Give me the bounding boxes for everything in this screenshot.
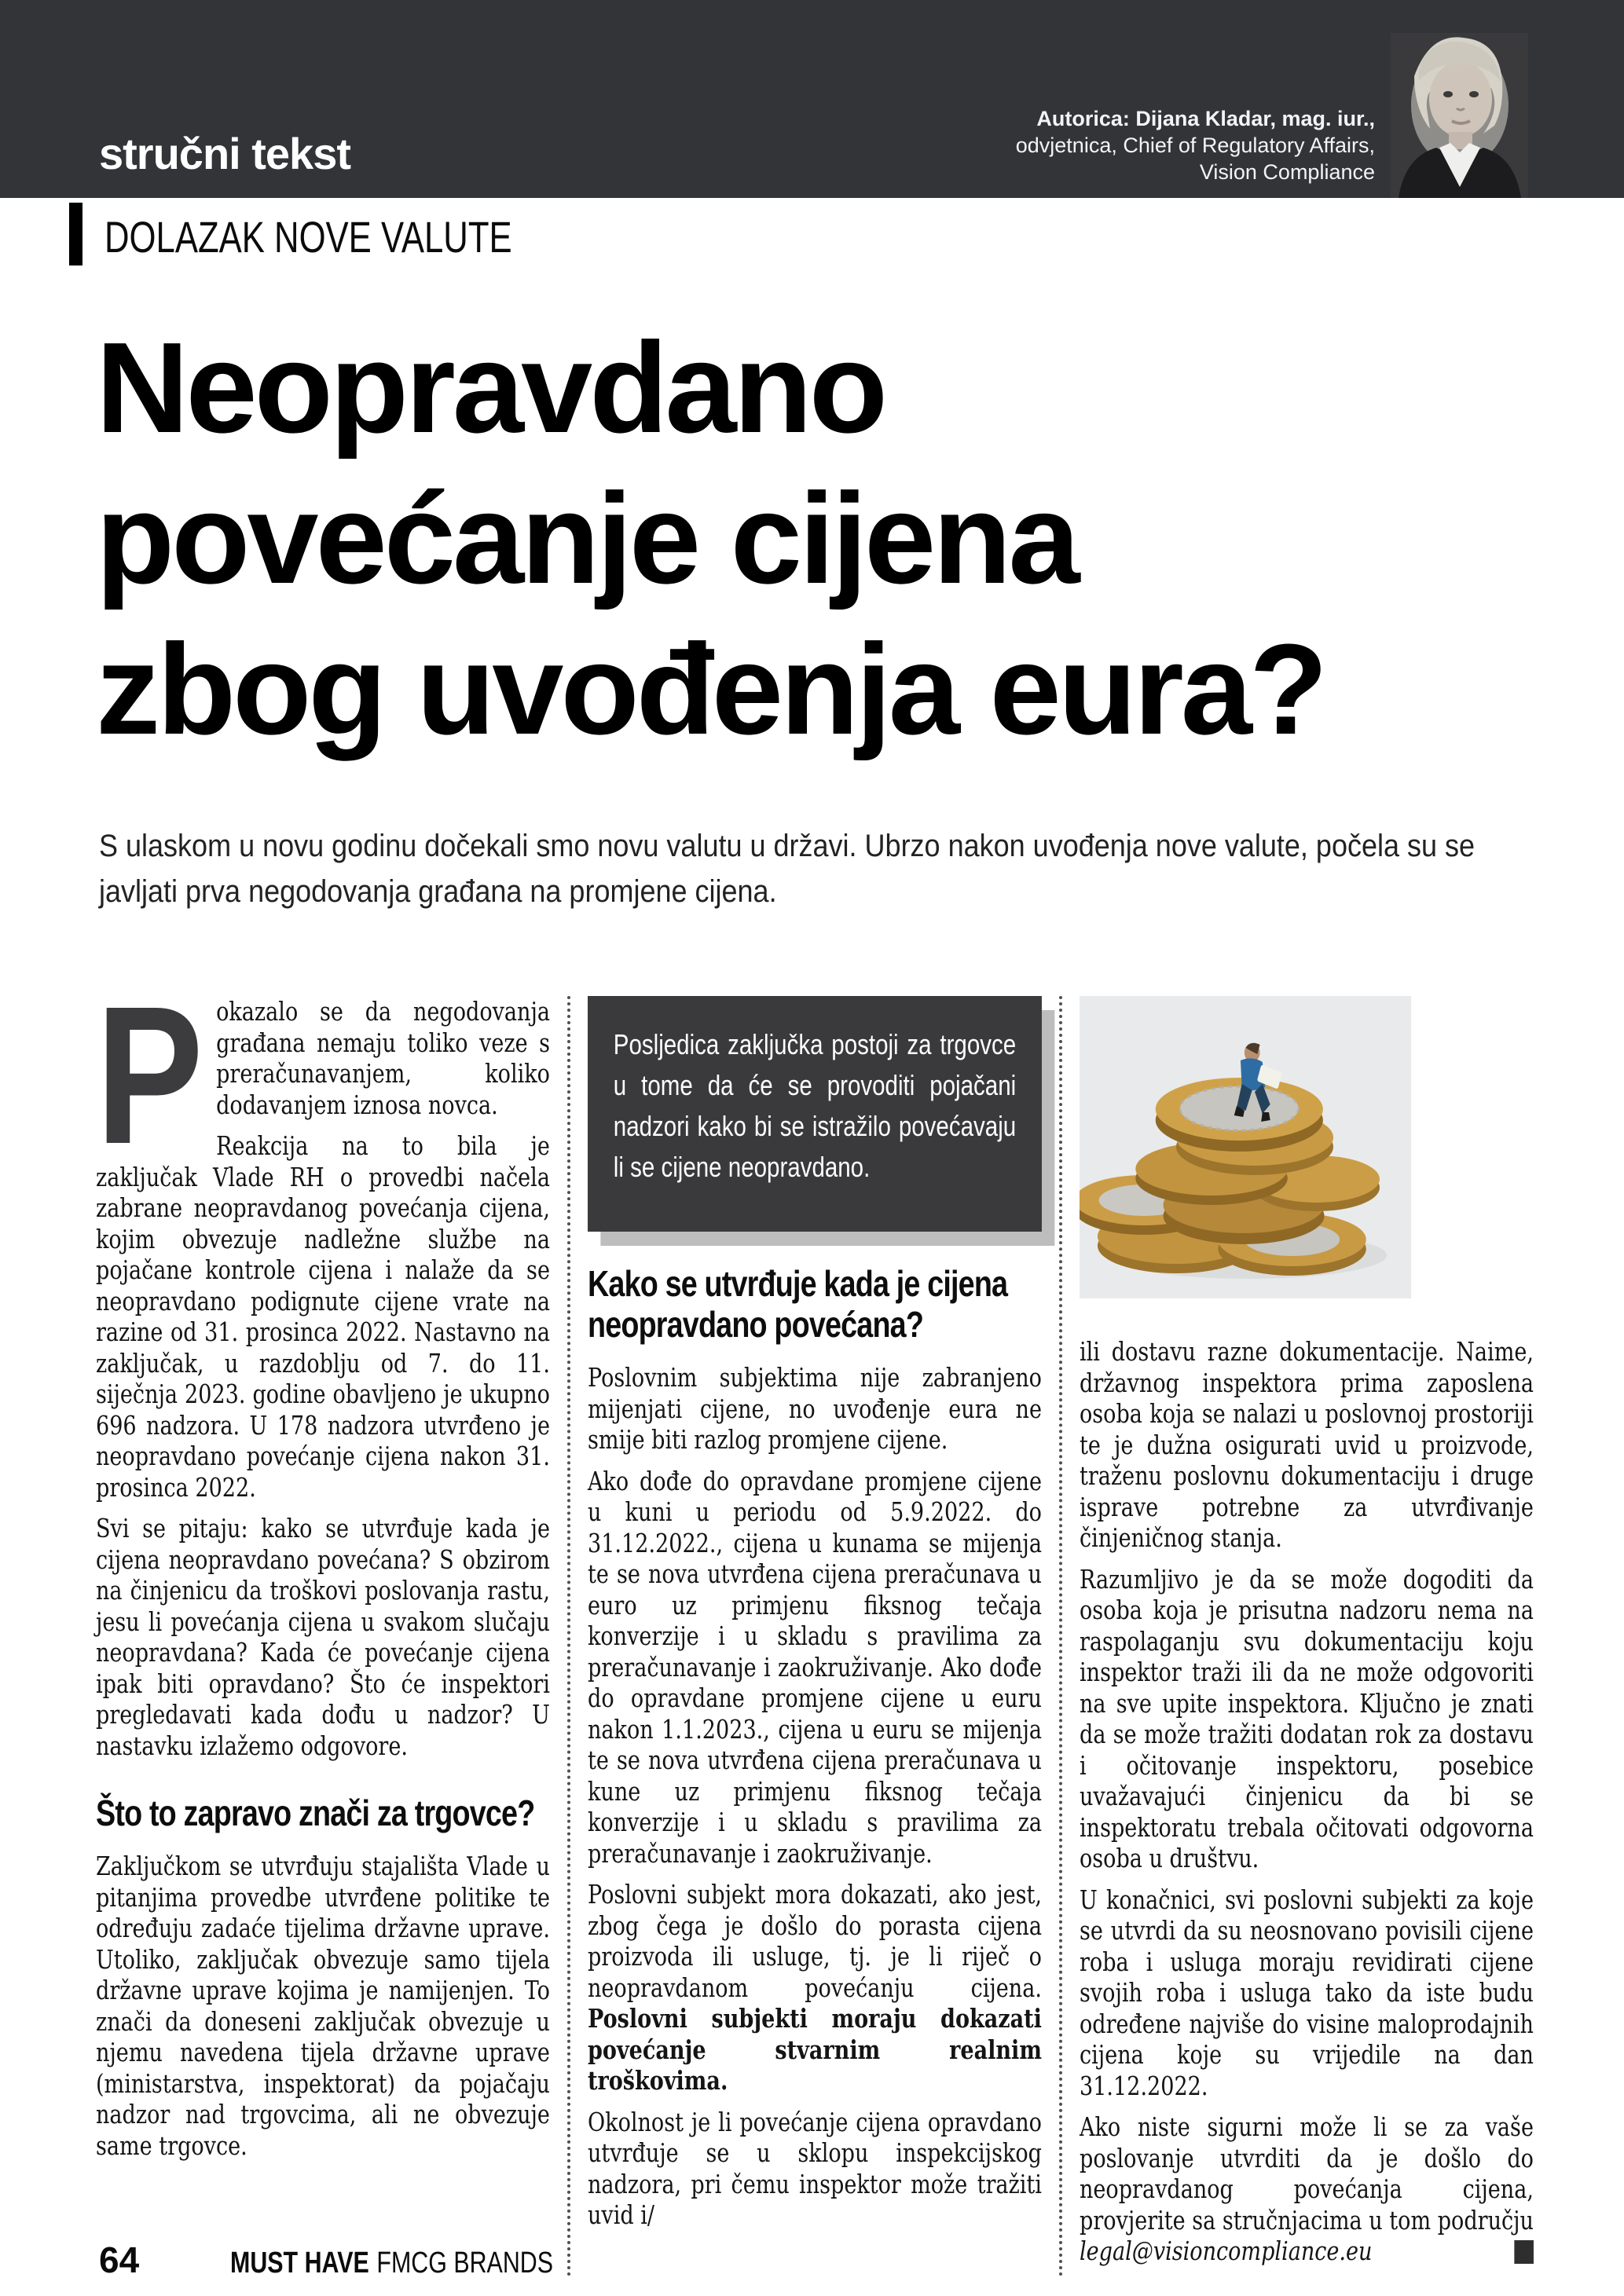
article-body [96,965,1534,2277]
kicker: DOLAZAK NOVE VALUTE [104,212,512,262]
drop-cap: P [96,965,203,1185]
author-company: Vision Compliance [1199,160,1375,184]
page-footer [99,2239,634,2281]
paragraph: Svi se pitaju: kako se utvrđuje kada je cijena neopravdano povećana? S obzirom na činjenicu da troškovi poslovanja rastu, jesu li povećanja cijena u svakom slučaju neopravdana? Kada će povećanje cijena ipak biti opravdano? Što će inspektori pregledavati kada dođu u nadzor? U nastavku izlažemo odgovore. [96,1513,550,1761]
email-link[interactable]: legal@visioncompliance.eu [1080,2236,1373,2266]
paragraph: ili dostavu razne dokumentacije. Naime, državnog inspektora prima zaposlena osoba koja se nalazi u poslovnoj prostoriji te je dužna osigurati uvid u proizvode, traženu poslovnu dokumentaciju i druge isprave potrebne za utvrđivanje činjeničnog stanja. [1080,1336,1534,1553]
paragraph: Ako dođe do opravdane promjene cijene u kuni u periodu od 5.9.2022. do 31.12.2022., cijena u kunama se mijenja te se nova utvrđena cijena preračunava u euro uz primjenu fiksnog tečaja konverzije i u skladu s pravilima za preračunavanje i zaokruživanje. Ako dođe do opravdane promjene cijene u euru nakon 1.1.2023., cijena u euru se mijenja te se nova utvrđena cijena preračunava u kune uz primjenu fiksnog tečaja konverzije i u skladu s pravilima za preračunavanje i zaokruživanje. [588,1465,1042,1869]
column-divider [1059,996,1062,2277]
headline-line-2: povećanje cijena [96,467,1077,610]
paragraph: Okolnost je li povećanje cijena opravdano utvrđuje se u sklopu inspekcijskog nadzora, pri čemu inspektor može tražiti uvid i/ [588,2106,1042,2230]
author-photo [1391,33,1528,198]
paragraph: Reakcija na to bila je zaključak Vlade RH o provedbi načela zabrane neopravdanog povećanja cijena, kojim obvezuje nadležne službe na pojačane kontrole cijena i nalaže da se neopravdano podignute cijene vrate na razine od 31. prosinca 2022. Nastavno na zaključak, u razdoblju od 7. do 11. siječnja 2023. godine obavljeno je ukupno 696 nadzora. U 178 nadzora utvrđeno je neopravdano povećanje cijena nakon 31. prosinca 2022. [96,1130,550,1503]
paragraph [588,1879,1042,2096]
brand-rest: FMCG BRANDS [376,2247,554,2280]
column-1 [96,965,550,2277]
headline [96,313,1325,765]
column-3 [1080,996,1534,2277]
page-number: 64 [99,2239,140,2280]
coins-photo [1080,996,1411,1298]
subheading-trgovci: Što to zapravo znači za trgovce? [96,1792,535,1833]
bold-emphasis: Poslovni subjekti moraju dokazati povećanje stvarnim realnim troškovima. [588,2003,1042,2096]
headline-line-3: zbog uvođenja eura? [96,617,1325,761]
author-name: Autorica: Dijana Kladar, mag. iur., [1036,107,1375,130]
lead-paragraph: S ulaskom u novu godinu dočekali smo novu valutu u državi. Ubrzo nakon uvođenja nove valute, počela su se javljati prva negodovanja građana na promjene cijena. [99,829,1476,909]
author-title: odvjetnica, Chief of Regulatory Affairs, [1015,134,1375,157]
paragraph-text: okazalo se da negodovanja građana nemaju toliko veze s preračunavanjem, koliko dodavanjem iznosa novca. [216,996,550,1120]
paragraph-text: Poslovni subjekt mora dokazati, ako jest, zbog čega je došlo do porasta cijena proizvoda ili usluge, tj. je li riječ o neopravdanom povećanju cijena. [588,1879,1042,2003]
paragraph [96,965,550,1185]
paragraph: U konačnici, svi poslovni subjekti za koje se utvrdi da su neosnovano povisili cijene roba i usluga moraju revidirati cijene svojih roba i usluga tako da iste budu određene najviše do visine maloprodajnih cijena koje su vrijedile na dan 31.12.2022. [1080,1884,1534,2101]
paragraph: Poslovnim subjektima nije zabranjeno mijenjati cijene, no uvođenje eura ne smije biti razlog promjene cijene. [588,1362,1042,1455]
subheading-utvrdjivanje: Kako se utvrđuje kada je cijena neopravdano povećana? [588,1263,1008,1345]
column-divider [567,996,570,2277]
paragraph [1080,2111,1534,2267]
column-2 [588,996,1042,2277]
pull-quote-box: Posljedica zaključka postoji za trgovce u tome da će se provoditi pojačani nadzori kako bi se istražilo povećavaju li se cijene neopravdano. [588,996,1042,1232]
paragraph: Zaključkom se utvrđuju stajališta Vlade u pitanjima provedbe utvrđene politike te određuju zadaće tijelima državne uprave. Utoliko, zaključak obvezuje samo tijela državne uprave kojima je namijenjen. To znači da doneseni zaključak obvezuje u njemu navedena tijela državne uprave (ministarstva, inspektorat) da pojačaju nadzor nad trgovcima, ali ne obvezuje same trgovce. [96,1851,550,2161]
end-of-article-marker [1514,2240,1534,2264]
kicker-bar [69,203,82,265]
headline-line-1: Neopravdano [96,316,885,460]
brand-bold: MUST HAVE [230,2247,369,2280]
author-block [1016,105,1375,185]
header-band [0,0,1624,198]
paragraph: Razumljivo je da se može dogoditi da osoba koja je prisutna nadzoru nema na raspolaganju svu dokumentaciju koju inspektor traži ili da ne može odgovoriti na sve upite inspektora. Ključno je znati da se može tražiti dodatan rok za dostavu i očitovanje inspektoru, posebice uvažavajući činjenicu da bi se inspektoratu trebala očitovati odgovorna osoba u društvu. [1080,1563,1534,1873]
section-label: stručni tekst [99,129,350,178]
magazine-brand [230,2247,553,2280]
paragraph-text: Ako niste sigurni može li se za vaše poslovanje utvrditi da je došlo do neopravdanog povećanja cijena, provjerite sa stručnjacima u tom području [1080,2111,1534,2236]
